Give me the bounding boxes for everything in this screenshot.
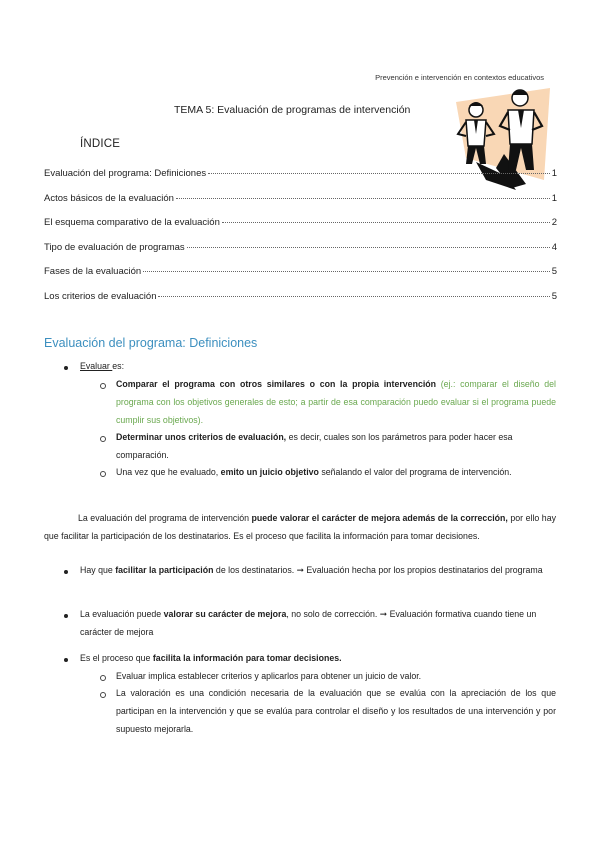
- toc-entry-label: Evaluación del programa: Definiciones: [44, 168, 207, 179]
- toc-leader-dots: [208, 173, 550, 174]
- toc-entry-page: 5: [551, 290, 557, 302]
- toc-entry-label: Fases de la evaluación: [44, 266, 142, 278]
- evaluar-line: [80, 357, 124, 375]
- index-heading: ÍNDICE: [80, 138, 121, 150]
- sub-bullet-item: La valoración es una condición necesaria de la evaluación que se evalúa con la apreciación de los que participan en la intervención y que se evalúa para controlar el diseño y los resultados de una intervención y por supuesto mejorarla.: [116, 688, 556, 734]
- toc-entry[interactable]: [44, 266, 557, 291]
- body-paragraph: La evaluación del programa de intervención puede valorar el carácter de mejora además de la corrección, por ello hay que facilitar la participación de los destinatarios. Es el proceso que facilita la información para tomar decisiones.: [44, 513, 556, 541]
- toc-entry-label: Tipo de evaluación de programas: [44, 241, 185, 253]
- toc-entry-page: 5: [551, 266, 557, 278]
- toc-entry[interactable]: [44, 217, 557, 242]
- bullet-item: Hay que facilitar la participación de los destinatarios. ➞ Evaluación hecha por los propios destinatarios del programa: [80, 565, 543, 575]
- toc-entry-page: 4: [551, 241, 557, 253]
- evaluar-word: Evaluar: [80, 361, 113, 371]
- sub-bullet-marker: [100, 692, 106, 698]
- toc-entry-page: 2: [551, 217, 557, 229]
- toc-entry-label: El esquema comparativo de la evaluación: [44, 217, 220, 229]
- bullet-item: La evaluación puede valorar su carácter de mejora, no solo de corrección. ➞ Evaluación formativa cuando tiene un carácter de mejora: [80, 609, 537, 637]
- sub-bullet-marker: [100, 436, 106, 442]
- toc-leader-dots: [187, 247, 550, 248]
- evaluar-item-example: (ej.: comparar el diseño del programa con los objetivos generales de esto; a partir de esa comparación puedo evaluar si el programa puede cumplir sus objetivos).: [116, 379, 556, 425]
- evaluar-suffix: es:: [112, 361, 125, 371]
- toc-entry-label: Actos básicos de la evaluación: [44, 192, 174, 204]
- toc-leader-dots: [158, 296, 549, 297]
- toc-leader-dots: [143, 271, 550, 272]
- toc-entry-page: 1: [551, 168, 557, 179]
- toc-entry[interactable]: [44, 168, 557, 193]
- sub-bullet-item: Evaluar implica establecer criterios y aplicarlos para obtener un juicio de valor.: [116, 671, 422, 681]
- toc-entry-label: Los criterios de evaluación: [44, 290, 157, 302]
- evaluar-item-bold: Comparar el programa con otros similares o con la propia intervención: [116, 379, 437, 389]
- evaluar-item-bold: emito un juicio objetivo: [220, 467, 319, 477]
- evaluar-item-text: señalando el valor del programa de intervención.: [318, 467, 512, 477]
- toc-entry-page: 1: [551, 192, 557, 204]
- running-header: Prevención e intervención en contextos educativos: [375, 73, 544, 82]
- bullet-marker: [64, 570, 68, 574]
- evaluar-item-text: es decir, cuales son los parámetros para poder hacer esa comparación.: [116, 432, 513, 460]
- sub-bullet-marker: [100, 675, 106, 681]
- toc-entry[interactable]: [44, 291, 557, 316]
- sub-bullet-marker: [100, 383, 106, 389]
- bullet-marker: [64, 366, 68, 370]
- toc-leader-dots: [222, 222, 550, 223]
- evaluar-item-text: Una vez que he evaluado,: [116, 467, 221, 477]
- toc-entry[interactable]: [44, 193, 557, 218]
- toc-entry[interactable]: [44, 242, 557, 267]
- bullet-marker: [64, 614, 68, 618]
- sub-bullet-marker: [100, 471, 106, 477]
- bullet-marker: [64, 658, 68, 662]
- section-heading: Evaluación del programa: Definiciones: [44, 336, 258, 350]
- document-title: TEMA 5: Evaluación de programas de intervención: [174, 104, 411, 116]
- evaluar-item: [116, 375, 556, 429]
- evaluar-item: [116, 428, 556, 464]
- evaluar-item-bold: Determinar unos criterios de evaluación,: [116, 432, 287, 442]
- toc-leader-dots: [176, 198, 550, 199]
- bullet-item: Es el proceso que facilita la información para tomar decisiones.: [80, 653, 342, 663]
- evaluar-item: [116, 463, 556, 481]
- table-of-contents: [44, 168, 557, 316]
